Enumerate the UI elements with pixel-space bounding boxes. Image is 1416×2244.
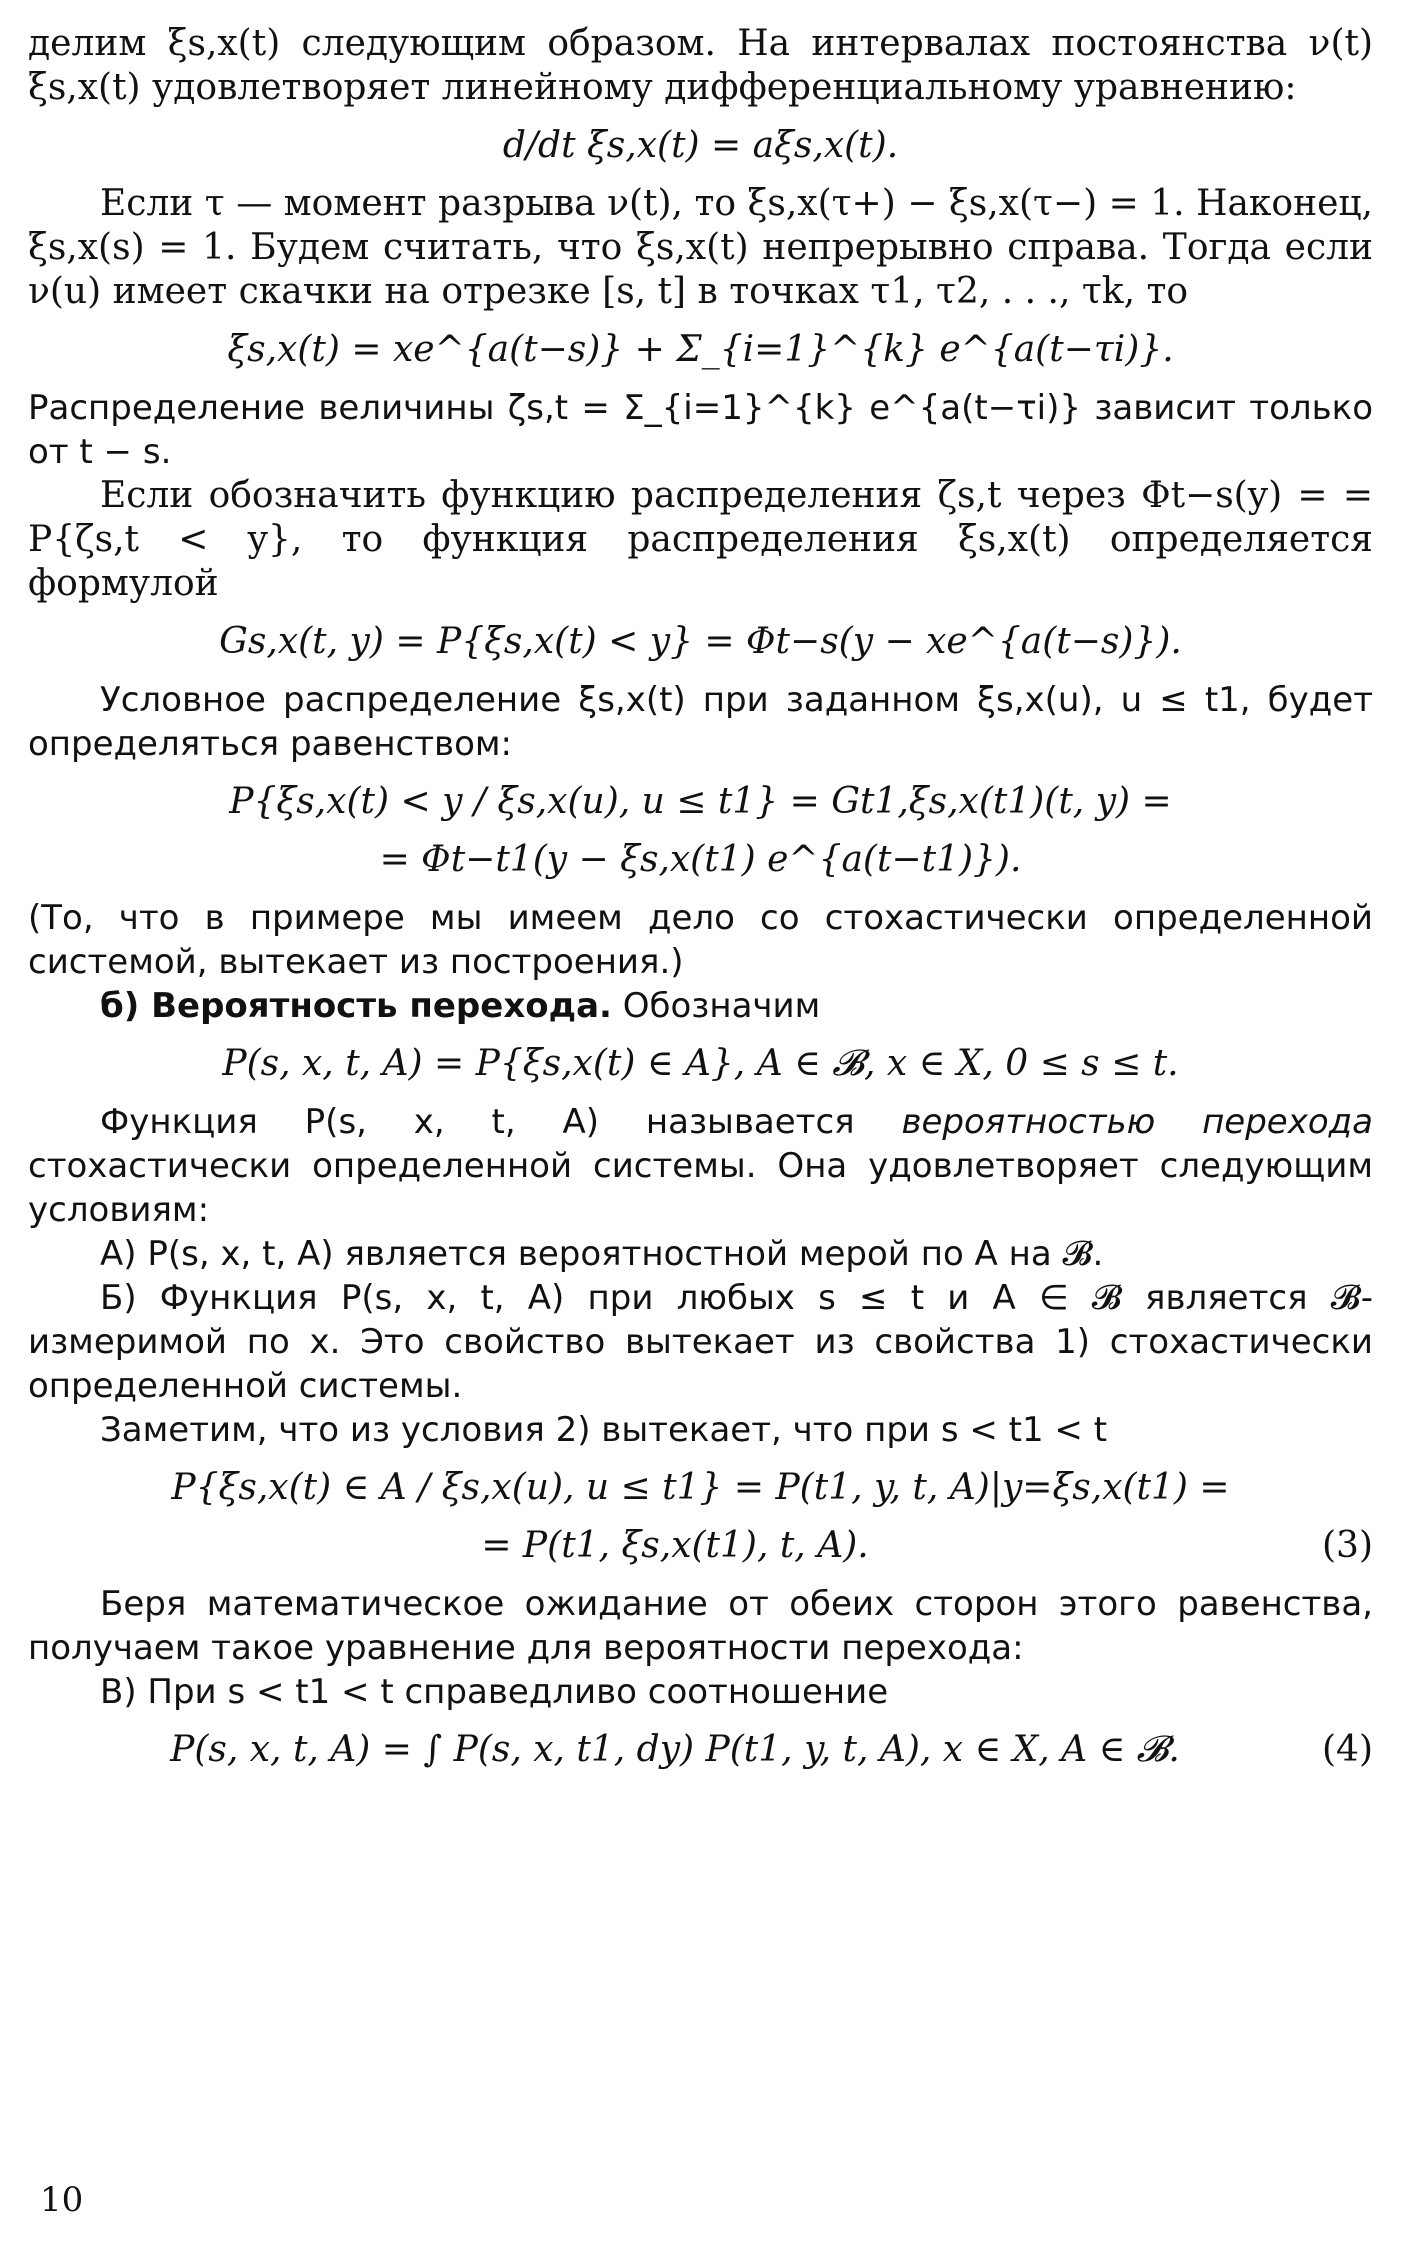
- formula-conditional-line-1: P{ξs,x(t) < y / ξs,x(u), u ≤ t1} = Gt1,ξs,x(t1)(t, y) =: [229, 781, 1172, 822]
- paragraph-11: Заметим, что из условия 2) вытекает, что при s < t1 < t: [100, 1410, 1108, 1450]
- paragraph-8: [28, 1100, 1373, 1232]
- paragraph-6: (То, что в примере мы имеем дело со стохастически определенной системой, вытекает из построения.): [28, 898, 1373, 982]
- paragraph-7-rest: Обозначим: [611, 986, 821, 1026]
- formula-4-body: P(s, x, t, A) = ∫ P(s, x, t1, dy) P(t1, y, t, A), x ∈ X, A ∈ 𝓑.: [170, 1729, 1180, 1770]
- paragraph-7: [28, 984, 1373, 1028]
- section-heading-transition-probability: б) Вероятность перехода.: [100, 986, 612, 1026]
- paragraph-8-end: стохастически определенной системы. Она удовлетворяет следующим условиям:: [28, 1146, 1373, 1230]
- formula-3-line-2: [28, 1524, 1373, 1568]
- paragraph-5: Условное распределение ξs,x(t) при заданном ξs,x(u), u ≤ t1, будет определяться равенством:: [28, 680, 1373, 764]
- sans-block-1: [28, 386, 1373, 474]
- sans-block-3: [28, 896, 1373, 1028]
- equation-number-3: (3): [1322, 1525, 1373, 1566]
- paragraph-2: Если τ — момент разрыва ν(t), то ξs,x(τ+) − ξs,x(τ−) = 1. Наконец, ξs,x(s) = 1. Будем считать, что ξs,x(t) непрерывно справа. Тогда если ν(u) имеет скачки на отрезке [s, t] в точках τ1, τ2, . . ., τk, то: [28, 183, 1373, 312]
- term-transition-probability: вероятностью перехода: [901, 1102, 1373, 1142]
- paragraph-8-start: Функция P(s, x, t, A) называется: [100, 1102, 902, 1142]
- formula-distribution-function: Gs,x(t, y) = P{ξs,x(t) < y} = Φt−s(y − xe^{a(t−s)}).: [219, 621, 1182, 662]
- sans-block-4: [28, 1100, 1373, 1452]
- document-page: [28, 22, 1373, 1786]
- formula-xi-solution: ξs,x(t) = xe^{a(t−s)} + Σ_{i=1}^{k} e^{a(t−τi)}.: [227, 329, 1174, 370]
- formula-transition-probability-def: P(s, x, t, A) = P{ξs,x(t) ∈ A}, A ∈ 𝓑, x ∈ X, 0 ≤ s ≤ t.: [222, 1043, 1179, 1084]
- paragraph-4: Если обозначить функцию распределения ζs,t через Φt−s(y) = = P{ζs,t < y}, то функция распределения ξs,x(t) определяется формулой: [28, 475, 1373, 604]
- equation-number-4: (4): [1322, 1729, 1373, 1770]
- sans-block-5: [28, 1582, 1373, 1714]
- formula-3-line-1: P{ξs,x(t) ∈ A / ξs,x(u), u ≤ t1} = P(t1, y, t, A)|y=ξs,x(t1) =: [171, 1467, 1230, 1508]
- page-number: 10: [40, 2180, 84, 2220]
- paragraph-13: В) При s < t1 < t справедливо соотношение: [100, 1672, 889, 1712]
- paragraph-12: Беря математическое ожидание от обеих сторон этого равенства, получаем такое уравнение для вероятности перехода:: [28, 1584, 1373, 1668]
- condition-a: А) P(s, x, t, A) является вероятностной мерой по A на 𝓑.: [100, 1234, 1104, 1274]
- sans-block-2: [28, 678, 1373, 766]
- formula-4: [28, 1728, 1373, 1772]
- formula-3-body: = P(t1, ξs,x(t1), t, A).: [481, 1525, 869, 1566]
- formula-conditional-line-2: = Φt−t1(y − ξs,x(t1) e^{a(t−t1)}).: [379, 839, 1022, 880]
- formula-differential-equation: d/dt ξs,x(t) = aξs,x(t).: [502, 125, 899, 166]
- condition-b: Б) Функция P(s, x, t, A) при любых s ≤ t и A ∈ 𝓑 является 𝓑-измеримой по x. Это свойство вытекает из свойства 1) стохастически определенной системы.: [28, 1278, 1373, 1406]
- paragraph-1: делим ξs,x(t) следующим образом. На интервалах постоянства ν(t) ξs,x(t) удовлетворяет линейному дифференциальному уравнению:: [28, 23, 1373, 108]
- paragraph-3: Распределение величины ζs,t = Σ_{i=1}^{k} e^{a(t−τi)} зависит только от t − s.: [28, 388, 1373, 472]
